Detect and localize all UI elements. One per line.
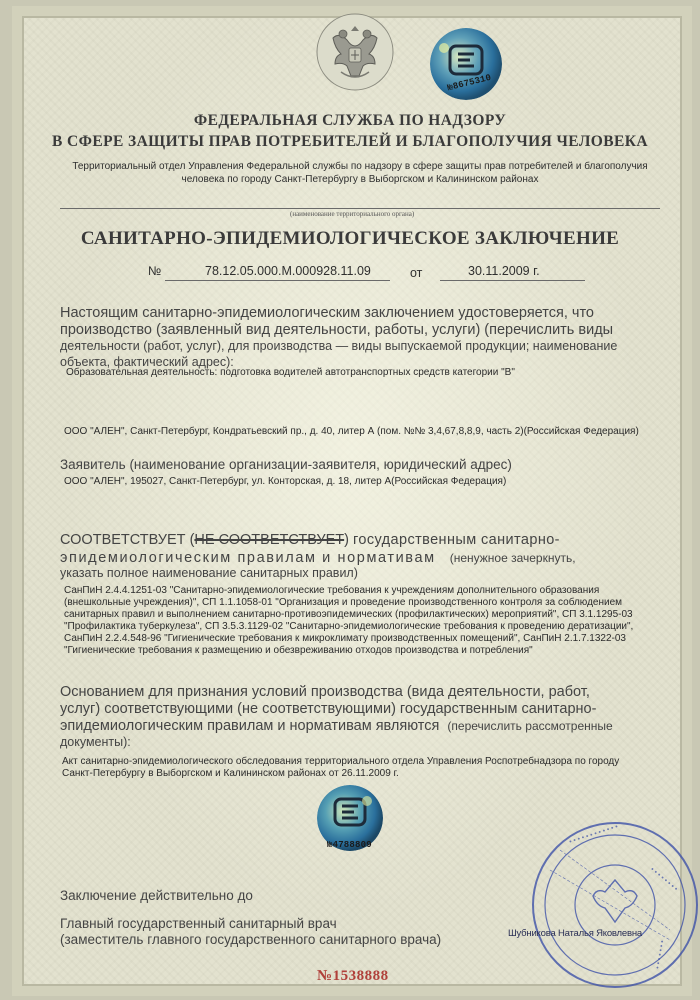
territorial-line2: человека по городу Санкт-Петербургу в Выборгском и Калининском районах xyxy=(181,174,539,185)
number-label: № xyxy=(148,264,162,278)
rules-line-4: "Профилактика туберкулеза", СП 3.5.3.1129-02 "Санитарно-эпидемиологические требования к проведению дератизации", xyxy=(64,621,634,632)
conformity-struck-word: НЕ СООТВЕТСТВУЕТ xyxy=(194,532,345,548)
basis-doc-line2: Санкт-Петербургу в Выборгском и Калининском районах от 26.11.2009 г. xyxy=(62,768,399,779)
basis-line1: Основанием для признания условий производства (вида деятельности, работ, xyxy=(60,684,590,700)
date-label: от xyxy=(410,266,423,280)
basis-line3-note: (перечислить рассмотренные xyxy=(447,719,613,733)
signatory-line2: (заместитель главного государственного санитарного врача) xyxy=(60,932,442,947)
document-date: 30.11.2009 г. xyxy=(468,264,540,278)
signatory-line1: Главный государственный санитарный врач xyxy=(60,916,337,931)
organ-caption: (наименование территориального органа) xyxy=(290,210,415,218)
form-serial-number: №1538888 xyxy=(317,968,389,984)
official-seal-stamp-icon xyxy=(510,810,700,1000)
hologram-mid-number: №4788809 xyxy=(327,840,372,850)
certify-intro-line4: объекта, фактический адрес): xyxy=(60,355,234,369)
applicant-label: Заявитель (наименование организации-заявителя, юридический адрес) xyxy=(60,457,512,472)
document-number: 78.12.05.000.М.000928.11.09 xyxy=(205,264,371,278)
rules-line-3: санитарных правил и выполнением санитарно-противоэпидемических (профилактических) мероприятий", СП 3.1.1295-03 xyxy=(64,609,633,620)
document-title: САНИТАРНО-ЭПИДЕМИОЛОГИЧЕСКОЕ ЗАКЛЮЧЕНИЕ xyxy=(80,228,620,249)
conformity-line1 xyxy=(60,532,560,548)
eagle-emblem-icon xyxy=(315,12,395,94)
hologram-icon xyxy=(430,28,502,100)
conformity-close-paren: ) xyxy=(344,532,349,548)
conformity-word: СООТВЕТСТВУЕТ xyxy=(60,532,186,548)
hologram-top-number: №8675310 xyxy=(446,72,493,94)
basis-line4: документы): xyxy=(60,735,131,749)
object-address: ООО "АЛЕН", Санкт-Петербург, Кондратьевский пр., д. 40, литер А (пом. №№ 3,4,67,8,8,9, часть 2)(Российская Федерация) xyxy=(64,426,639,437)
conformity-open-paren: ( xyxy=(189,532,195,548)
validity-label: Заключение действительно до xyxy=(60,888,253,903)
rules-line-5: СанПиН 2.2.4.548-96 "Гигиенические требования к микроклимату производственных помещений", СанПиН 2.1.7.1322-03 xyxy=(64,633,626,644)
basis-line3 xyxy=(60,718,613,734)
certify-intro-line3: деятельности (работ, услуг), для производства — виды выпускаемой продукции; наименование xyxy=(60,339,618,353)
conformity-line1-rest: государственным санитарно- xyxy=(353,532,560,548)
svg-text:• • • • • • • •: • • • • • • • • xyxy=(648,866,679,893)
svg-text:• • • • • • • • • • • •: • • • • • • • • • • • • xyxy=(568,823,619,846)
conformity-line2 xyxy=(60,550,576,566)
date-underline xyxy=(440,280,585,281)
agency-title-line1: ФЕДЕРАЛЬНАЯ СЛУЖБА ПО НАДЗОРУ xyxy=(193,112,507,129)
certify-intro-line2: производство (заявленный вид деятельности, работы, услуги) (перечислить виды xyxy=(60,322,614,338)
territorial-line1: Территориальный отдел Управления Федеральной службы по надзору в сфере защиты прав потребителей и благополучия xyxy=(72,161,648,172)
agency-title-line2: В СФЕРЕ ЗАЩИТЫ ПРАВ ПОТРЕБИТЕЛЕЙ И БЛАГОПОЛУЧИЯ ЧЕЛОВЕКА xyxy=(52,133,648,150)
conformity-line2-note: (ненужное зачеркнуть, xyxy=(449,551,576,565)
hologram-sticker xyxy=(430,28,502,100)
basis-line2: услуг) соответствующими (не соответствующими) государственным санитарно- xyxy=(60,701,597,717)
svg-text:• • • • • • •: • • • • • • • xyxy=(653,939,665,970)
basis-line3-text: эпидемиологическим правилам и нормативам являются xyxy=(60,718,440,734)
number-underline xyxy=(165,280,390,281)
rules-line-2: (внешкольные учреждения)", СП 1.1.1058-01 "Организация и проведение производственного контроля за соблюдением xyxy=(64,597,623,608)
signatory-name: Шубникова Наталья Яковлевна xyxy=(508,928,642,939)
rules-line-6: "Гигиенические требования к размещению и обезвреживанию отходов производства и потребления" xyxy=(64,645,533,656)
conformity-line3: указать полное наименование санитарных правил) xyxy=(60,566,358,580)
applicant-value: ООО "АЛЕН", 195027, Санкт-Петербург, ул. Конторская, д. 18, литер А(Российская Федерация) xyxy=(64,476,507,487)
basis-doc-line1: Акт санитарно-эпидемиологического обследования территориального отдела Управления Роспотребнадзора по городу xyxy=(62,756,620,767)
certify-intro-line1: Настоящим санитарно-эпидемиологическим заключением удостоверяется, что xyxy=(60,305,594,321)
rules-line-1: СанПиН 2.4.4.1251-03 "Санитарно-эпидемиологические требования к учреждениям дополнительного образования xyxy=(64,585,600,596)
activity-value: Образовательная деятельность: подготовка водителей автотранспортных средств категории "В" xyxy=(66,367,515,378)
conformity-line2-text: эпидемиологическим правилам и нормативам xyxy=(60,550,436,566)
organ-underline xyxy=(60,208,660,209)
